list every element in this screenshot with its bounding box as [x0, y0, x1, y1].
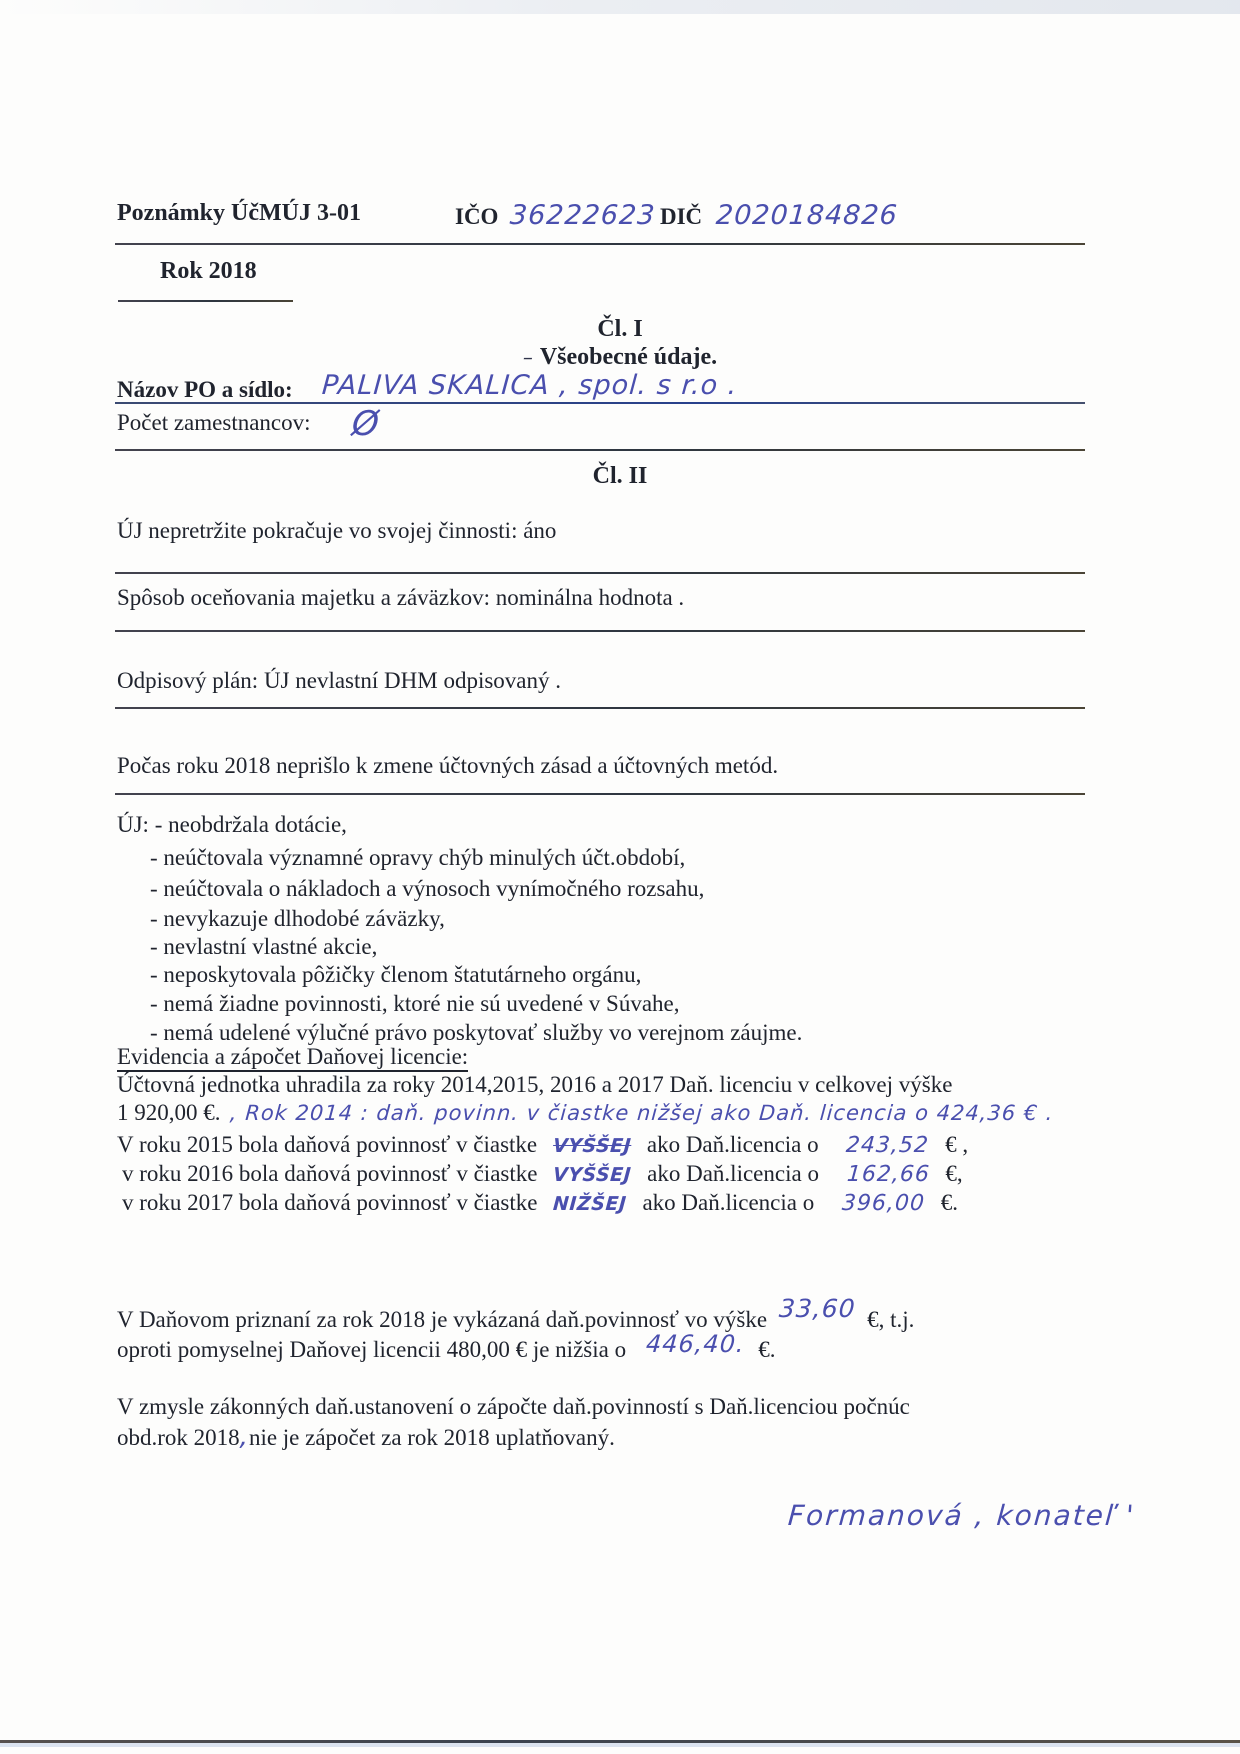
ico-label: IČO [455, 204, 499, 229]
signature-handwritten: Formanová , konateľ ' [786, 1499, 1137, 1532]
tax-license-heading: Evidencia a zápočet Daňovej licencie: [117, 1044, 468, 1072]
uj-list-item: - neúčtovala o nákladoch a výnosoch vynímočného rozsahu, [150, 876, 705, 901]
employees-value-handwritten: Ø [350, 404, 382, 444]
offset-note-text: obd.rok 2018 [117, 1425, 240, 1450]
company-name-handwritten: PALIVA SKALICA , spol. s r.o . [321, 370, 739, 401]
company-name-label: Názov PO a sídlo: [117, 377, 293, 402]
tax-row-text: ako Daň.licencia o [647, 1161, 819, 1186]
line-changes: Počas roku 2018 neprišlo k zmene účtovných zásad a účtovných metód. [117, 753, 779, 778]
offset-note-text: nie je zápočet za rok 2018 uplatňovaný. [248, 1425, 615, 1450]
form-code: Poznámky ÚčMÚJ 3-01 [117, 200, 361, 226]
tax-row-hand-word: VYŠŠEJ [552, 1164, 633, 1186]
tax-row-hand-amount: 162,66 [845, 1162, 931, 1187]
tax-row-hand-amount: 243,52 [845, 1133, 931, 1158]
tax-license-2014-handwritten: , Rok 2014 : daň. povinn. v čiastke nižšej ako Daň. licencia o 424,36 € . [229, 1101, 1055, 1125]
offset-note-line1: V zmysle zákonných daň.ustanovení o zápočte daň.povinností s Daň.licenciou počnúc [117, 1394, 910, 1419]
line-valuation: Spôsob oceňovania majetku a záväzkov: nominálna hodnota . [117, 585, 685, 610]
uj-list-intro: ÚJ: - neobdržala dotácie, [117, 812, 347, 837]
rule [115, 402, 1085, 404]
dic-value-handwritten: 2020184826 [714, 200, 899, 231]
uj-list-item: - nemá udelené výlučné právo poskytovať služby vo verejnom záujme. [150, 1020, 803, 1045]
tax-row-text: €, [945, 1161, 963, 1186]
scan-edge-artifact [0, 1743, 1240, 1747]
tax-row-text: €. [940, 1190, 958, 1215]
declaration-text: €. [758, 1337, 776, 1362]
uj-list-item: - nevykazuje dlhodobé záväzky, [150, 906, 445, 931]
tax-row-text: € , [945, 1132, 969, 1157]
uj-list-item: - nevlastní vlastné akcie, [150, 934, 378, 959]
tax-license-intro: Účtovná jednotka uhradila za roky 2014,2015, 2016 a 2017 Daň. licenciu v celkovej výške [117, 1072, 953, 1097]
tax-row-text: v roku 2017 bola daňová povinnosť v čiastke [122, 1190, 538, 1215]
rule [115, 449, 1085, 451]
declaration-text: V Daňovom priznaní za rok 2018 je vykázaná daň.povinnosť vo výške [117, 1307, 768, 1332]
dic-label: DIČ [660, 204, 703, 229]
rule [115, 572, 1085, 574]
section1-heading: Čl. I [597, 316, 643, 342]
line-activity: ÚJ nepretržite pokračuje vo svojej činnosti: áno [117, 518, 557, 543]
employees-label: Počet zamestnancov: [117, 410, 311, 435]
uj-list-item: - neposkytovala pôžičky členom štatutárneho orgánu, [150, 962, 642, 987]
tax-row-hand-word: NIŽŠEJ [552, 1193, 628, 1215]
rule [115, 243, 1085, 245]
rule [115, 707, 1085, 709]
handwritten-dash-mark: – [522, 345, 535, 369]
declaration-text: €, t.j. [867, 1307, 915, 1332]
tax-row-hand-word: VYŠŠEJ [552, 1135, 632, 1157]
section2-heading: Čl. II [592, 463, 648, 489]
tax-row-text: v roku 2016 bola daňová povinnosť v čiastke [122, 1161, 538, 1186]
tax-row-text: ako Daň.licencia o [642, 1190, 815, 1215]
rule [118, 300, 293, 302]
declaration-hand-amount: 33,60 [777, 1294, 857, 1323]
tax-row-text: V roku 2015 bola daňová povinnosť v čiastke [117, 1132, 538, 1157]
declaration-hand-amount: 446,40. [644, 1330, 746, 1358]
tax-row-hand-amount: 396,00 [841, 1191, 926, 1216]
declaration-text: oproti pomyselnej Daňovej licencii 480,00 € je nižšia o [117, 1337, 627, 1362]
year-label: Rok 2018 [160, 258, 257, 284]
section1-subheading: Všeobecné údaje. [539, 344, 718, 370]
rule [115, 630, 1085, 632]
uj-list-item: - neúčtovala významné opravy chýb minulých účt.období, [150, 845, 686, 870]
ico-value-handwritten: 36222623 [509, 200, 657, 231]
scan-edge-artifact [0, 0, 1240, 14]
offset-note-hand-comma: , [238, 1422, 251, 1452]
line-depreciation: Odpisový plán: ÚJ nevlastní DHM odpisovaný . [117, 668, 562, 693]
tax-license-total-printed: 1 920,00 €. [117, 1100, 221, 1125]
tax-row-text: ako Daň.licencia o [646, 1132, 819, 1157]
rule [115, 793, 1085, 795]
uj-list-item: - nemá žiadne povinnosti, ktoré nie sú uvedené v Súvahe, [150, 991, 680, 1016]
